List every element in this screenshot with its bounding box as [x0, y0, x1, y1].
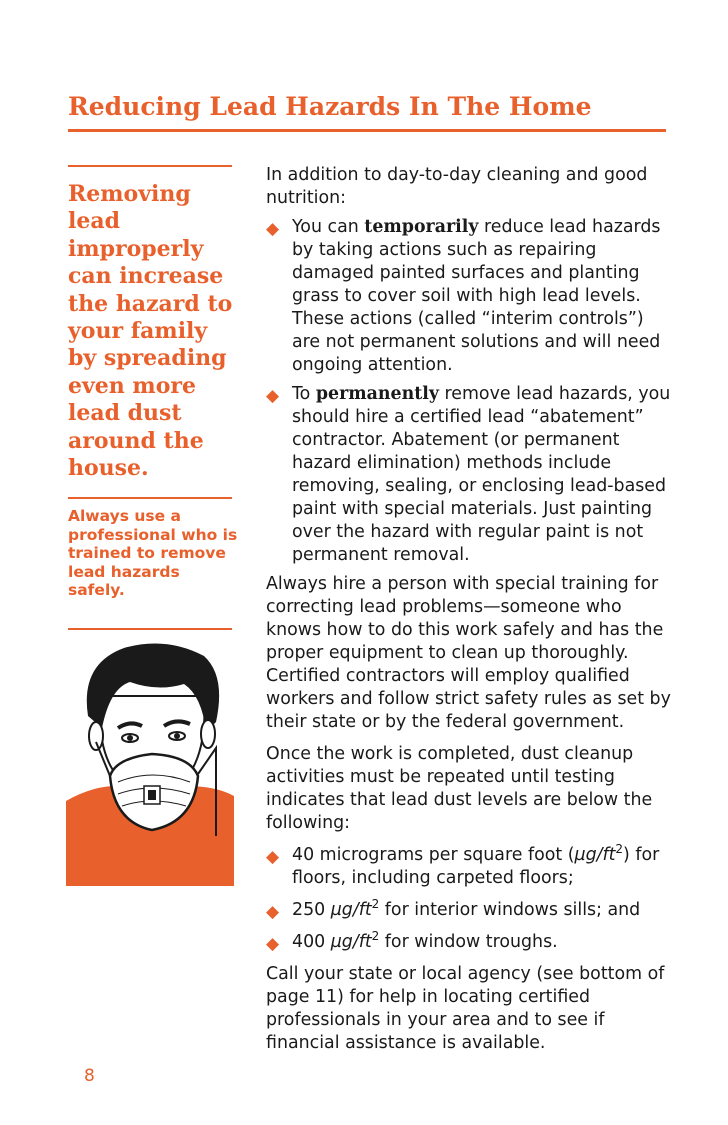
sidebar-rule-middle	[68, 497, 232, 499]
sidebar-rule-bottom	[68, 628, 232, 630]
diamond-bullet-icon: ◆	[266, 386, 280, 406]
level-sills-sup: 2	[371, 897, 380, 912]
bullet-temporary	[266, 216, 676, 377]
sidebar-pullquote: Removing lead improperly can increase the hazard to your family by spreading even more lead dust around the house.	[68, 181, 233, 482]
bullet-temporary-bold: temporarily	[364, 217, 479, 237]
bullet-temporary-post: reduce lead hazards by taking actions such as repairing damaged painted surfaces and planting grass to cover soil with high lead levels. These actions (called “interim controls”) are not permanent solutions and will need ongoing attention.	[292, 217, 661, 375]
page-title: Reducing Lead Hazards In The Home	[68, 92, 592, 121]
level-sills-post: for interior windows sills; and	[379, 900, 641, 920]
level-sills-pre: 250	[292, 900, 331, 920]
level-troughs-pre: 400	[292, 932, 331, 952]
main-column	[266, 164, 676, 1055]
diamond-bullet-icon: ◆	[266, 902, 280, 922]
level-floors-unit: µg/ft	[574, 845, 616, 865]
title-rule	[68, 129, 666, 132]
bullet-temporary-pre: You can	[292, 217, 365, 237]
call-paragraph: Call your state or local agency (see bottom of page 11) for help in locating certified professionals in your area and to see if financial assistance is available.	[266, 964, 665, 1053]
level-troughs-sup: 2	[371, 929, 380, 944]
page-number: 8	[84, 1066, 95, 1086]
level-floors-post: ) for floors, including carpeted floors;	[292, 845, 660, 888]
hire-paragraph: Always hire a person with special training for correcting lead problems—someone who knows how to do this work safely and has the proper equipment to clean up thoroughly. Certified contractors will employ qualified workers and follow strict safety rules as set by their state or by the federal government.	[266, 574, 671, 732]
sidebar-note: Always use a professional who is trained to remove lead hazards safely.	[68, 507, 238, 599]
bullet-permanent-pre: To	[292, 384, 316, 404]
diamond-bullet-icon: ◆	[266, 847, 280, 867]
level-troughs-post: for window troughs.	[379, 932, 558, 952]
level-sills-unit: µg/ft	[330, 900, 372, 920]
bullet-permanent-bold: permanently	[315, 384, 439, 404]
diamond-bullet-icon: ◆	[266, 219, 280, 239]
diamond-bullet-icon: ◆	[266, 934, 280, 954]
level-floors-pre: 40 micrograms per square foot (	[292, 845, 575, 865]
sidebar-rule-top	[68, 165, 232, 167]
bullet-permanent	[266, 383, 676, 567]
respirator-person-illustration	[66, 636, 236, 886]
level-troughs	[266, 931, 676, 954]
intro-paragraph: In addition to day-to-day cleaning and good nutrition:	[266, 165, 648, 208]
cleanup-paragraph: Once the work is completed, dust cleanup activities must be repeated until testing indicates that lead dust levels are below the following:	[266, 744, 653, 833]
bullet-permanent-post: remove lead hazards, you should hire a certified lead “abatement” contractor. Abatement (or permanent hazard elimination) methods include removing, sealing, or enclosing lead-based paint with special materials. Just painting over the hazard with regular paint is not permanent removal.	[292, 384, 671, 565]
level-troughs-unit: µg/ft	[330, 932, 372, 952]
level-floors	[266, 844, 676, 890]
level-floors-sup: 2	[615, 842, 624, 857]
level-sills	[266, 899, 676, 922]
